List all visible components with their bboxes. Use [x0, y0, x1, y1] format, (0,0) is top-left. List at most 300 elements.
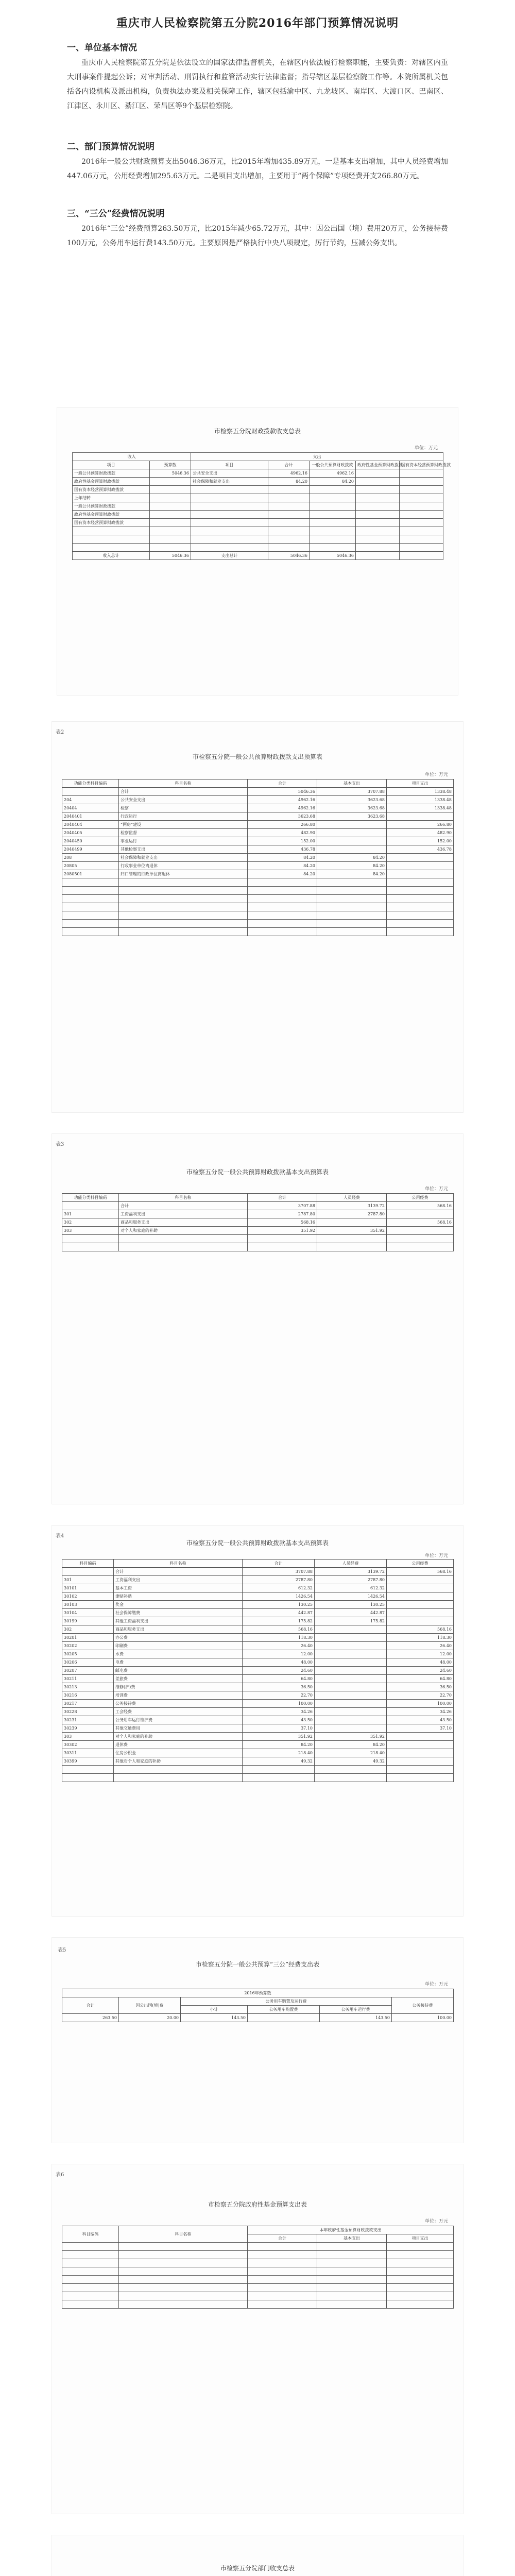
section-paragraph-3: 2016年“三公”经费预算263.50万元，比2015年减少65.72万元，其中：因公出国（境）费用20万元，公务接待费100万元，公务用车运行费143.50万元。主要原因是严格执行中央八项规定，厉行节约，压减公务支出。 [67, 225, 448, 247]
table-cell: 上年结转 [73, 494, 150, 502]
table-2 [62, 779, 454, 936]
table-cell [62, 1568, 114, 1576]
table-cell [356, 519, 400, 527]
table-cell: 204 [62, 796, 119, 804]
table-4-col-header: 科目名称 [114, 1560, 243, 1568]
table-cell [387, 928, 454, 936]
table-cell: 支出总计 [191, 552, 268, 560]
table-cell: 公务用车运行维护费 [114, 1716, 243, 1724]
table-1-expense-header: 支出 [191, 453, 443, 461]
page-narrative [0, 0, 515, 392]
table-cell: 2787.80 [315, 1576, 387, 1584]
table-cell: 12.00 [243, 1650, 315, 1658]
table-1-scan [57, 407, 458, 696]
table-5-sub-header: 小计 [181, 2006, 248, 2014]
table-cell [387, 1766, 454, 1774]
table-cell: 436.78 [248, 845, 317, 854]
table-cell [315, 1642, 387, 1650]
table-cell: 行政事业单位离退休 [119, 862, 248, 870]
table-3-row [62, 1202, 454, 1210]
table-cell: 64.80 [387, 1675, 454, 1683]
table-cell [317, 2284, 387, 2292]
table-cell: 5046.36 [150, 552, 191, 560]
table-cell [248, 2284, 317, 2292]
table-4-row [62, 1700, 454, 1708]
table-2-scan [52, 721, 464, 1113]
table-cell: 84.20 [248, 862, 317, 870]
table-cell: 对个人和家庭的补助 [114, 1733, 243, 1741]
table-cell [317, 895, 387, 903]
table-4-row [62, 1757, 454, 1766]
table-5-scan [52, 1937, 464, 2143]
table-2-row [62, 920, 454, 928]
table-1-row [73, 494, 443, 502]
table-cell [62, 2267, 119, 2276]
table-cell [150, 502, 191, 511]
table-1-col-header: 项目 [73, 461, 150, 469]
table-cell [62, 2243, 119, 2251]
table-cell: 2080501 [62, 870, 119, 878]
table-cell: 工资福利支出 [114, 1576, 243, 1584]
table-4-row [62, 1658, 454, 1667]
table-cell: 其他工资福利支出 [114, 1617, 243, 1625]
table-3-unit: 单位：万元 [424, 1187, 448, 1192]
table-cell: 48.00 [243, 1658, 315, 1667]
table-cell: 30103 [62, 1601, 114, 1609]
table-cell: 568.16 [248, 1218, 317, 1227]
table-1-col-header: 一般公共预算财政拨款 [310, 461, 356, 469]
table-cell [114, 1774, 243, 1782]
table-1-row [73, 535, 443, 544]
table-2-row [62, 812, 454, 821]
table-cell [119, 911, 248, 920]
table-cell: 442.87 [243, 1609, 315, 1617]
table-cell [248, 2014, 320, 2022]
table-cell [310, 502, 356, 511]
table-5-sub-header: 公务用车购置费 [248, 2006, 320, 2014]
table-4-row [62, 1617, 454, 1625]
table-7-scan [52, 2535, 464, 2576]
table-cell [387, 2292, 454, 2300]
table-cell: 30207 [62, 1667, 114, 1675]
table-cell [119, 2292, 248, 2300]
table-cell: 2040404 [62, 821, 119, 829]
table-cell: 其他交通费用 [114, 1724, 243, 1733]
table-cell: 2040405 [62, 829, 119, 837]
table-cell: 社会保障和就业支出 [119, 854, 248, 862]
table-5-unit: 单位：万元 [424, 1982, 448, 1987]
table-cell: 118.30 [243, 1634, 315, 1642]
table-cell: 100.00 [243, 1700, 315, 1708]
table-4 [62, 1559, 454, 1782]
table-cell [387, 1592, 454, 1601]
table-cell: 301 [62, 1210, 119, 1218]
table-cell: 49.32 [315, 1757, 387, 1766]
table-cell: 36.50 [243, 1683, 315, 1691]
table-cell: 30213 [62, 1683, 114, 1691]
table-1-col-header: 国有资本经营预算财政拨款 [400, 461, 443, 469]
table-cell: 26.40 [243, 1642, 315, 1650]
table-6 [62, 2226, 454, 2309]
table-cell [387, 1243, 454, 1251]
table-cell: 事业运行 [119, 837, 248, 845]
table-cell: 社会保障缴费 [114, 1609, 243, 1617]
table-cell [248, 1243, 317, 1251]
table-cell: 2040401 [62, 812, 119, 821]
table-cell: 30201 [62, 1634, 114, 1642]
table-cell: 30202 [62, 1642, 114, 1650]
table-cell: 351.92 [317, 1227, 387, 1235]
table-cell [191, 502, 268, 511]
table-cell: 1426.54 [243, 1592, 315, 1601]
table-3-row [62, 1227, 454, 1235]
table-6-unit: 单位：万元 [424, 2219, 448, 2224]
table-4-row [62, 1667, 454, 1675]
table-cell: 3623.68 [248, 812, 317, 821]
table-1-col-header: 政府性基金预算财政拨款 [356, 461, 400, 469]
document-title: 重庆市人民检察院第五分院2016年部门预算情况说明 [116, 16, 399, 30]
table-cell [317, 903, 387, 911]
table-3-col-header: 公用经费 [387, 1194, 454, 1202]
table-cell: 3707.88 [317, 788, 387, 796]
table-cell [400, 544, 443, 552]
table-cell [387, 862, 454, 870]
table-6-row [62, 2267, 454, 2276]
table-1-row [73, 544, 443, 552]
table-2-row [62, 837, 454, 845]
table-cell: 301 [62, 1576, 114, 1584]
table-cell [248, 2251, 317, 2259]
section-paragraph-1: 重庆市人民检察院第五分院是依法设立的国家法律监督机关，在辖区内依法履行检察职能，主要负责：对辖区内重大刑事案件提起公诉；对审判活动、刑罚执行和监管活动实行法律监督；指导辖区基层检察院工作等。本院所属机关包括各内设机构及派出机构，负责执法办案及相关保障工作，辖区包括渝中区、九龙坡区、南岸区、大渡口区、巴南区、江津区、永川区、綦江区、荣昌区等9个基层检察院。 [67, 59, 448, 110]
page-table-4 [0, 1515, 515, 1927]
table-cell [317, 2276, 387, 2284]
table-cell: 436.78 [387, 845, 454, 854]
table-cell: “两房”建设 [119, 821, 248, 829]
page-table-1 [0, 392, 515, 711]
table-cell [317, 911, 387, 920]
table-cell: 34.26 [387, 1708, 454, 1716]
table-cell: 118.30 [387, 1634, 454, 1642]
table-cell: 5046.36 [268, 552, 310, 560]
table-cell [119, 920, 248, 928]
table-6-row [62, 2292, 454, 2300]
table-4-row [62, 1568, 454, 1576]
table-cell [400, 486, 443, 494]
table-cell: 130.25 [315, 1601, 387, 1609]
table-cell [62, 2276, 119, 2284]
table-cell: 20.00 [119, 2014, 181, 2022]
table-5 [62, 1989, 454, 2022]
table-cell: 3139.72 [317, 1202, 387, 1210]
table-cell: 36.50 [387, 1683, 454, 1691]
table-cell: 津贴补贴 [114, 1592, 243, 1601]
table-cell [268, 535, 310, 544]
table-cell [119, 2276, 248, 2284]
table-cell: 303 [62, 1227, 119, 1235]
table-cell [387, 878, 454, 887]
table-2-row [62, 788, 454, 796]
table-cell: 266.80 [387, 821, 454, 829]
table-1-row [73, 478, 443, 486]
table-4-col-header: 人员经费 [315, 1560, 387, 1568]
table-cell [248, 2276, 317, 2284]
table-cell [387, 1601, 454, 1609]
table-cell: 568.16 [243, 1625, 315, 1634]
table-cell: 303 [62, 1733, 114, 1741]
table-cell: 4962.16 [248, 796, 317, 804]
table-3 [62, 1193, 454, 1251]
table-7-title: 市检察五分院部门收支总表 [220, 2565, 295, 2572]
table-cell [387, 1227, 454, 1235]
table-3-col-header: 科目名称 [119, 1194, 248, 1202]
table-cell [248, 928, 317, 936]
table-cell [248, 1235, 317, 1243]
table-cell: 3707.88 [243, 1568, 315, 1576]
table-cell [317, 2259, 387, 2267]
table-4-row [62, 1749, 454, 1757]
table-3-col-header: 合计 [248, 1194, 317, 1202]
table-1-row [73, 527, 443, 535]
table-cell: 30101 [62, 1584, 114, 1592]
table-cell: 30302 [62, 1741, 114, 1749]
table-cell [317, 1235, 387, 1243]
table-6-title: 市检察五分院政府性基金预算支出表 [208, 2201, 307, 2208]
table-cell: 143.50 [320, 2014, 392, 2022]
table-cell [315, 1708, 387, 1716]
table-cell: 1338.48 [387, 804, 454, 812]
table-cell [400, 494, 443, 502]
table-cell: 2787.80 [248, 1210, 317, 1218]
table-cell [248, 2292, 317, 2300]
table-cell: 84.20 [243, 1741, 315, 1749]
table-cell [119, 2300, 248, 2309]
table-cell: 4962.16 [268, 469, 310, 478]
table-3-tag: 表3 [56, 1142, 64, 1147]
table-cell: 对个人和家庭的补助 [119, 1227, 248, 1235]
table-6-row [62, 2276, 454, 2284]
table-1-row [73, 519, 443, 527]
table-6-sub-header: 项目支出 [387, 2234, 454, 2243]
table-cell: 482.90 [248, 829, 317, 837]
table-cell: 4962.16 [310, 469, 356, 478]
table-6-scan [52, 2164, 464, 2514]
table-cell [356, 544, 400, 552]
table-cell [119, 2284, 248, 2292]
table-cell [387, 1609, 454, 1617]
table-cell [387, 1757, 454, 1766]
table-cell [387, 1235, 454, 1243]
table-cell [317, 2300, 387, 2309]
table-6-row [62, 2259, 454, 2267]
table-1-income-header: 收入 [73, 453, 191, 461]
table-cell: 84.20 [317, 870, 387, 878]
table-cell [356, 552, 400, 560]
table-cell: 2787.80 [317, 1210, 387, 1218]
table-cell: 218.40 [315, 1749, 387, 1757]
table-cell [387, 895, 454, 903]
table-cell: 商品和服务支出 [119, 1218, 248, 1227]
table-cell [387, 1733, 454, 1741]
table-cell: 国有资本经营预算财政拨款 [73, 519, 150, 527]
table-2-row [62, 796, 454, 804]
table-5-col-header: 公务接待费 [392, 1997, 454, 2014]
table-cell [387, 2267, 454, 2276]
table-5-tag: 表5 [58, 1947, 66, 1953]
table-cell: 30206 [62, 1658, 114, 1667]
table-cell: 84.20 [248, 854, 317, 862]
table-cell: 电费 [114, 1658, 243, 1667]
section-heading-3: 三、“三公”经费情况说明 [67, 209, 165, 219]
table-cell [317, 2292, 387, 2300]
table-cell [356, 486, 400, 494]
table-4-row [62, 1592, 454, 1601]
table-cell [268, 494, 310, 502]
table-cell: 退休费 [114, 1741, 243, 1749]
table-cell [150, 494, 191, 502]
table-cell: 4962.16 [248, 804, 317, 812]
table-cell [387, 1576, 454, 1584]
table-cell: 152.00 [387, 837, 454, 845]
table-cell: 2040499 [62, 845, 119, 854]
table-cell [317, 829, 387, 837]
table-cell: 64.80 [243, 1675, 315, 1683]
table-2-col-header: 基本支出 [317, 779, 387, 788]
table-4-title: 市检察五分院一般公共预算财政拨款基本支出预算表 [186, 1539, 329, 1547]
table-cell: 100.00 [387, 1700, 454, 1708]
table-cell [191, 535, 268, 544]
section-paragraph-2: 2016年一般公共财政预算支出5046.36万元，比2015年增加435.89万元，一是基本支出增加，其中人员经费增加447.06万元，公用经费增加295.63万元。二是项目支出增加，主要用于“两个保障”专项经费开支266.80万元。 [67, 158, 448, 180]
table-cell [268, 527, 310, 535]
table-5-col-header: 公务用车购置及运行费 [181, 1997, 392, 2006]
table-2-row [62, 845, 454, 854]
table-cell [62, 2259, 119, 2267]
table-cell: 43.50 [243, 1716, 315, 1724]
table-cell [248, 878, 317, 887]
table-cell [243, 1766, 315, 1774]
table-cell [119, 2259, 248, 2267]
table-cell: 培训费 [114, 1691, 243, 1700]
table-cell: 一般公共预算财政拨款 [73, 469, 150, 478]
table-cell: 30205 [62, 1650, 114, 1658]
table-cell [310, 511, 356, 519]
table-cell [315, 1667, 387, 1675]
table-cell: 30228 [62, 1708, 114, 1716]
table-cell [268, 519, 310, 527]
table-cell [315, 1675, 387, 1683]
table-cell [315, 1634, 387, 1642]
table-cell: 差旅费 [114, 1675, 243, 1683]
table-cell [150, 527, 191, 535]
table-cell [310, 519, 356, 527]
table-cell: 商品和服务支出 [114, 1625, 243, 1634]
table-cell [248, 911, 317, 920]
table-4-unit: 单位：万元 [424, 1553, 448, 1558]
table-cell [73, 535, 150, 544]
table-cell [62, 878, 119, 887]
table-cell: 其他检察支出 [119, 845, 248, 854]
table-cell [387, 1617, 454, 1625]
table-cell [248, 895, 317, 903]
table-2-row [62, 870, 454, 878]
table-cell [315, 1658, 387, 1667]
table-cell: 5046.36 [310, 552, 356, 560]
page-table-7 [0, 2524, 515, 2576]
page-table-3 [0, 1123, 515, 1515]
table-cell: 2040450 [62, 837, 119, 845]
table-4-row [62, 1766, 454, 1774]
table-cell: 49.32 [243, 1757, 315, 1766]
table-5-col-header: 合计 [62, 1997, 119, 2014]
table-4-tag: 表4 [56, 1533, 64, 1539]
table-cell [387, 1584, 454, 1592]
page-table-5 [0, 1927, 515, 2154]
table-cell: 24.60 [243, 1667, 315, 1675]
table-cell [310, 527, 356, 535]
table-cell: 568.16 [387, 1568, 454, 1576]
page-table-6 [0, 2154, 515, 2524]
table-cell: 3139.72 [315, 1568, 387, 1576]
table-cell: 208 [62, 854, 119, 862]
table-cell [317, 878, 387, 887]
table-cell [119, 903, 248, 911]
table-cell: 26.40 [387, 1642, 454, 1650]
table-cell: 基本工资 [114, 1584, 243, 1592]
table-4-row [62, 1675, 454, 1683]
table-cell [356, 469, 400, 478]
table-cell [73, 544, 150, 552]
table-cell [317, 928, 387, 936]
table-2-row [62, 911, 454, 920]
table-cell [315, 1650, 387, 1658]
table-cell [62, 911, 119, 920]
table-cell: 政府性基金预算财政拨款 [73, 511, 150, 519]
table-cell: 5046.36 [248, 788, 317, 796]
table-cell [62, 1774, 114, 1782]
table-6-sub-header: 基本支出 [317, 2234, 387, 2243]
table-cell: 检察监督 [119, 829, 248, 837]
table-cell [315, 1716, 387, 1724]
table-cell: 住房公积金 [114, 1749, 243, 1757]
table-cell [387, 920, 454, 928]
table-cell: 30311 [62, 1749, 114, 1757]
table-cell: 84.20 [310, 478, 356, 486]
table-2-row [62, 829, 454, 837]
table-cell [248, 2243, 317, 2251]
table-4-scan [52, 1525, 464, 1917]
table-3-col-header: 人员经费 [317, 1194, 387, 1202]
table-cell [62, 788, 119, 796]
table-2-row [62, 928, 454, 936]
table-1-total-row [73, 552, 443, 560]
table-cell: 37.10 [243, 1724, 315, 1733]
table-cell: 5046.36 [150, 469, 191, 478]
table-cell: 24.60 [387, 1667, 454, 1675]
table-1-unit: 单位：万元 [414, 446, 438, 451]
table-cell [315, 1683, 387, 1691]
table-cell [315, 1774, 387, 1782]
table-cell: 175.82 [243, 1617, 315, 1625]
table-cell: 302 [62, 1218, 119, 1227]
table-cell: 3623.68 [317, 812, 387, 821]
table-cell [400, 552, 443, 560]
table-4-row [62, 1691, 454, 1700]
table-2-row [62, 862, 454, 870]
table-cell [400, 519, 443, 527]
table-2-unit: 单位：万元 [424, 772, 448, 777]
table-cell: 行政运行 [119, 812, 248, 821]
table-2-col-header: 科目名称 [119, 779, 248, 788]
table-cell [119, 2251, 248, 2259]
